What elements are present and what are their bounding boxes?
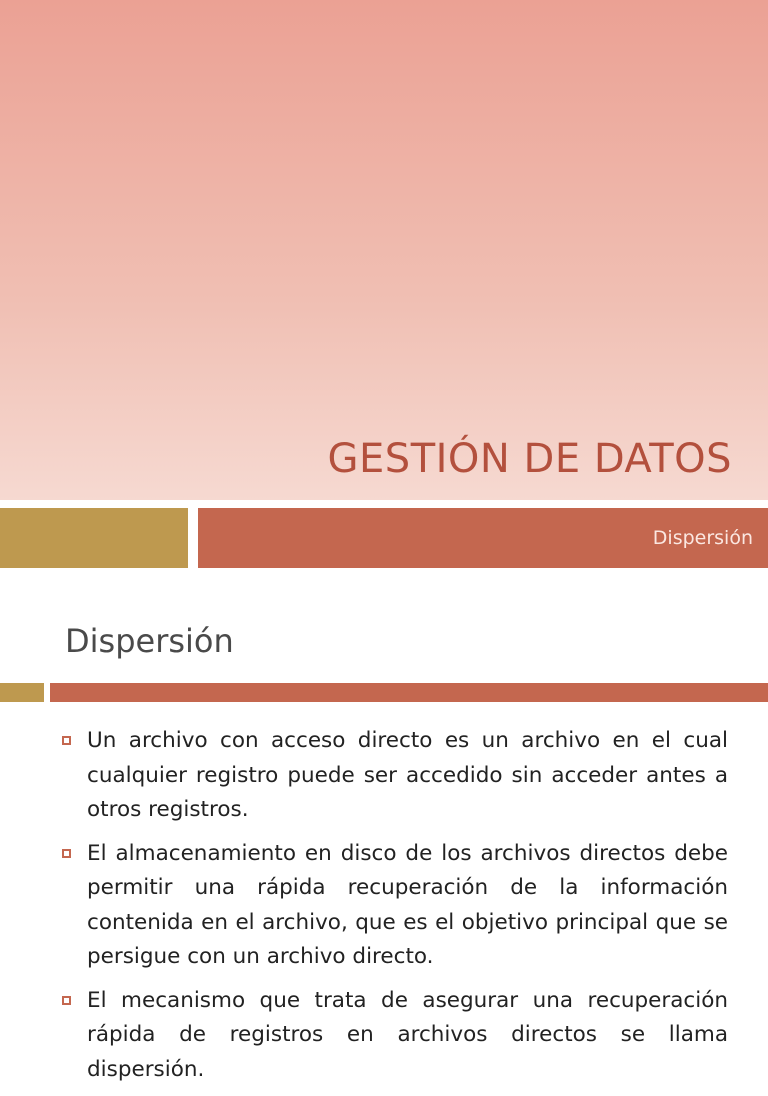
- content-slide: [0, 568, 768, 1082]
- bullet-text: Un archivo con acceso directo es un archivo en el cual cualquier registro puede ser accedido sin acceder antes a otros registros.: [87, 728, 728, 822]
- gold-heading-rule: [0, 683, 44, 702]
- bullet-text: El almacenamiento en disco de los archivos directos debe permitir una rápida recuperación de la información contenida en el archivo, que es el objetivo principal que se persigue con un archivo directo.: [87, 840, 728, 969]
- hollow-square-icon: [62, 849, 71, 858]
- gold-accent-band: [0, 508, 188, 568]
- bullet-item: [60, 724, 728, 828]
- bullet-item: [60, 837, 728, 975]
- terracotta-heading-rule: [50, 683, 768, 702]
- title-background: [0, 0, 768, 500]
- hollow-square-icon: [62, 736, 71, 745]
- bullet-item: [60, 984, 728, 1088]
- slide-title: GESTIÓN DE DATOS: [327, 436, 732, 482]
- slide-subtitle: Dispersión: [652, 527, 753, 549]
- content-heading: Dispersión: [65, 622, 234, 660]
- bullet-list: [60, 724, 728, 1096]
- bullet-text: El mecanismo que trata de asegurar una recuperación rápida de registros en archivos directos se llama dispersión.: [87, 987, 728, 1082]
- hollow-square-icon: [62, 996, 71, 1005]
